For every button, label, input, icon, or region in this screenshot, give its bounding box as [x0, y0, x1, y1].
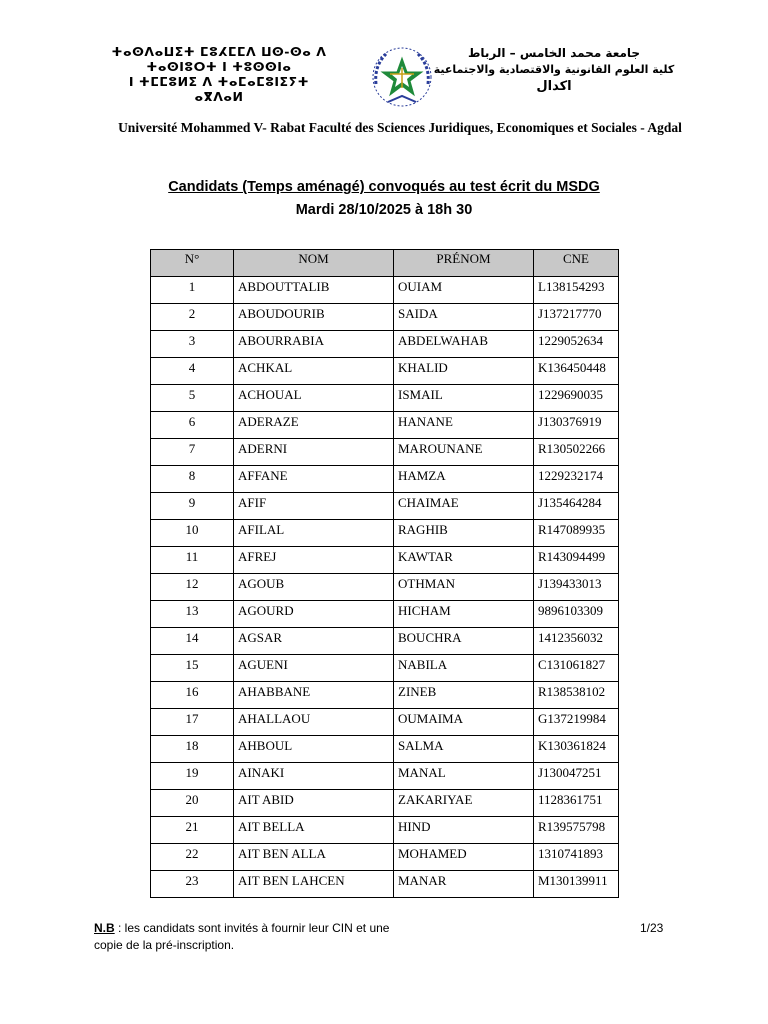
cell-nom: AHABBANE	[234, 682, 394, 709]
table-row	[151, 682, 619, 709]
cell-prenom: MANAL	[394, 763, 534, 790]
title-line-2: Mardi 28/10/2025 à 18h 30	[295, 202, 473, 218]
table-row	[151, 628, 619, 655]
cell-cne: J130376919	[534, 412, 619, 439]
tifinagh-line: ⵏ ⵜⵎⵎⵓⵍⵉ ⴷ ⵜⴰⵎⴰⵎⵓⵏⵉⵢⵜ	[128, 74, 310, 89]
cell-prenom: KAWTAR	[394, 547, 534, 574]
cell-cne: K136450448	[534, 358, 619, 385]
cell-prenom: NABILA	[394, 655, 534, 682]
tifinagh-line: ⵜⴰⵙⵏⵓⵔⵜ ⵏ ⵜⵓⵙⵙⵏⴰ	[146, 59, 292, 74]
cell-number: 19	[151, 763, 234, 790]
cell-prenom: ZINEB	[394, 682, 534, 709]
table-row	[151, 331, 619, 358]
table-header-row	[151, 250, 619, 277]
cell-number: 16	[151, 682, 234, 709]
cell-number: 12	[151, 574, 234, 601]
french-header: Université Mohammed V- Rabat Faculté des Sciences Juridiques, Economiques et Sociales - Agdal	[118, 120, 682, 135]
cell-cne: R138538102	[534, 682, 619, 709]
cell-number: 7	[151, 439, 234, 466]
table-row	[151, 790, 619, 817]
tifinagh-line: ⴰⴳⴷⴰⵍ	[194, 89, 244, 104]
table-row	[151, 601, 619, 628]
cell-nom: AFREJ	[234, 547, 394, 574]
cell-nom: ABDOUTTALIB	[234, 277, 394, 304]
cell-nom: AGOUB	[234, 574, 394, 601]
cell-nom: AHBOUL	[234, 736, 394, 763]
cell-cne: 1128361751	[534, 790, 619, 817]
table-row	[151, 763, 619, 790]
table-row	[151, 412, 619, 439]
column-header-cne: CNE	[534, 250, 619, 277]
cell-prenom: HAMZA	[394, 466, 534, 493]
table-row	[151, 871, 619, 898]
cell-number: 23	[151, 871, 234, 898]
cell-number: 13	[151, 601, 234, 628]
cell-prenom: RAGHIB	[394, 520, 534, 547]
cell-cne: G137219984	[534, 709, 619, 736]
table-row	[151, 655, 619, 682]
table-row	[151, 385, 619, 412]
cell-prenom: OUIAM	[394, 277, 534, 304]
cell-cne: L138154293	[534, 277, 619, 304]
cell-cne: J139433013	[534, 574, 619, 601]
cell-nom: AGOURD	[234, 601, 394, 628]
cell-number: 3	[151, 331, 234, 358]
cell-prenom: OUMAIMA	[394, 709, 534, 736]
arabic-university-name: جامعة محمد الخامس – الرباط	[467, 46, 641, 60]
table-row	[151, 817, 619, 844]
cell-prenom: ABDELWAHAB	[394, 331, 534, 358]
cell-cne: 1229052634	[534, 331, 619, 358]
table-row	[151, 304, 619, 331]
cell-cne: R143094499	[534, 547, 619, 574]
cell-nom: AIT BEN LAHCEN	[234, 871, 394, 898]
title-line-1: Candidats (Temps aménagé) convoqués au test écrit du MSDG	[168, 179, 600, 195]
column-header-prenom: PRÉNOM	[394, 250, 534, 277]
nb-text: : les candidats sont invités à fournir leur CIN et une copie de la pré-inscription.	[94, 921, 390, 952]
cell-number: 21	[151, 817, 234, 844]
cell-nom: ACHKAL	[234, 358, 394, 385]
table-row	[151, 277, 619, 304]
cell-number: 10	[151, 520, 234, 547]
cell-nom: ACHOUAL	[234, 385, 394, 412]
tifinagh-line: ⵜⴰⵙⴷⴰⵡⵉⵜ ⵎⵓⵃⵎⵎⴷ ⵡⵙ-ⵙⴰ ⴷ	[111, 44, 327, 59]
cell-prenom: HANANE	[394, 412, 534, 439]
table-body	[151, 277, 619, 898]
table-row	[151, 709, 619, 736]
cell-cne: K130361824	[534, 736, 619, 763]
cell-nom: AIT ABID	[234, 790, 394, 817]
table-row	[151, 736, 619, 763]
cell-nom: AFIF	[234, 493, 394, 520]
cell-cne: C131061827	[534, 655, 619, 682]
cell-nom: ADERNI	[234, 439, 394, 466]
cell-nom: AIT BEN ALLA	[234, 844, 394, 871]
arabic-header	[424, 44, 684, 96]
cell-number: 2	[151, 304, 234, 331]
table-row	[151, 844, 619, 871]
cell-nom: ABOUDOURIB	[234, 304, 394, 331]
page-number: 1/23	[640, 921, 664, 935]
cell-nom: AFFANE	[234, 466, 394, 493]
cell-number: 17	[151, 709, 234, 736]
cell-nom: AGUENI	[234, 655, 394, 682]
cell-prenom: MAROUNANE	[394, 439, 534, 466]
arabic-faculty-name: كلية العلوم القانونية والاقتصادية والاجتماعية	[433, 63, 675, 76]
cell-number: 15	[151, 655, 234, 682]
cell-number: 9	[151, 493, 234, 520]
cell-prenom: SALMA	[394, 736, 534, 763]
cell-cne: 9896103309	[534, 601, 619, 628]
cell-number: 5	[151, 385, 234, 412]
cell-prenom: CHAIMAE	[394, 493, 534, 520]
cell-cne: R139575798	[534, 817, 619, 844]
cell-prenom: MOHAMED	[394, 844, 534, 871]
cell-cne: J130047251	[534, 763, 619, 790]
cell-prenom: MANAR	[394, 871, 534, 898]
cell-cne: R130502266	[534, 439, 619, 466]
document-title	[60, 176, 708, 222]
cell-number: 22	[151, 844, 234, 871]
cell-number: 4	[151, 358, 234, 385]
table-row	[151, 520, 619, 547]
cell-cne: R147089935	[534, 520, 619, 547]
table-row	[151, 439, 619, 466]
cell-cne: 1310741893	[534, 844, 619, 871]
nb-label: N.B	[94, 921, 115, 935]
cell-nom: AFILAL	[234, 520, 394, 547]
cell-nom: AIT BELLA	[234, 817, 394, 844]
cell-nom: AGSAR	[234, 628, 394, 655]
cell-number: 14	[151, 628, 234, 655]
cell-prenom: ZAKARIYAE	[394, 790, 534, 817]
arabic-campus-name: اكدال	[536, 79, 572, 94]
cell-cne: M130139911	[534, 871, 619, 898]
candidates-table	[150, 249, 619, 898]
cell-nom: ABOURRABIA	[234, 331, 394, 358]
cell-nom: AINAKI	[234, 763, 394, 790]
table-row	[151, 493, 619, 520]
cell-cne: 1412356032	[534, 628, 619, 655]
cell-number: 6	[151, 412, 234, 439]
cell-number: 11	[151, 547, 234, 574]
cell-nom: ADERAZE	[234, 412, 394, 439]
cell-prenom: SAIDA	[394, 304, 534, 331]
column-header-number: N°	[151, 250, 234, 277]
cell-prenom: HICHAM	[394, 601, 534, 628]
cell-cne: J135464284	[534, 493, 619, 520]
cell-prenom: ISMAIL	[394, 385, 534, 412]
cell-number: 1	[151, 277, 234, 304]
cell-nom: AHALLAOU	[234, 709, 394, 736]
table-row	[151, 547, 619, 574]
cell-cne: 1229232174	[534, 466, 619, 493]
cell-number: 20	[151, 790, 234, 817]
table-row	[151, 466, 619, 493]
cell-prenom: BOUCHRA	[394, 628, 534, 655]
cell-prenom: OTHMAN	[394, 574, 534, 601]
column-header-nom: NOM	[234, 250, 394, 277]
cell-number: 8	[151, 466, 234, 493]
cell-prenom: KHALID	[394, 358, 534, 385]
cell-cne: J137217770	[534, 304, 619, 331]
cell-cne: 1229690035	[534, 385, 619, 412]
cell-number: 18	[151, 736, 234, 763]
footer-note	[94, 920, 414, 954]
tifinagh-header	[88, 44, 350, 104]
table-row	[151, 574, 619, 601]
table-row	[151, 358, 619, 385]
cell-prenom: HIND	[394, 817, 534, 844]
